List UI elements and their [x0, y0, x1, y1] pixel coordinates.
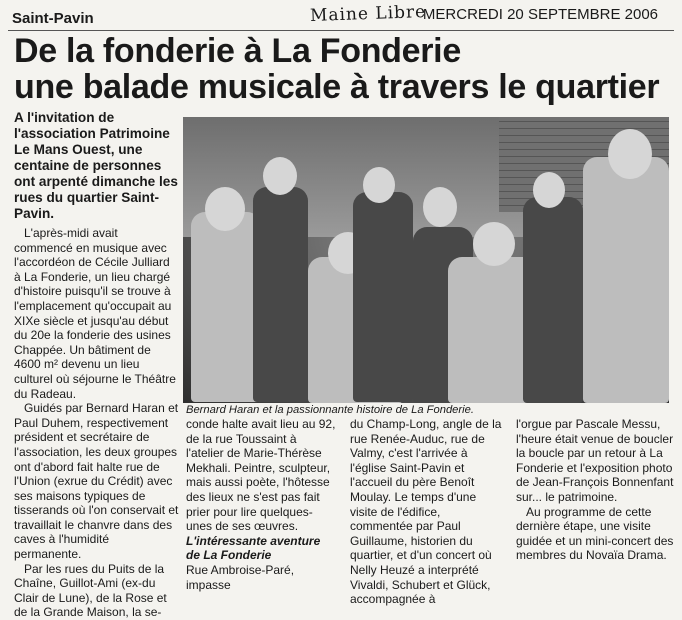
column-1 — [14, 226, 179, 620]
headline — [14, 33, 674, 105]
photo-person — [353, 192, 413, 402]
subheading: L'intéressante aventure de La Fonderie — [186, 533, 321, 563]
section-label: Saint-Pavin — [12, 10, 94, 27]
lead-paragraph: A l'invitation de l'association Patrimoine Le Mans Ouest, une centaine de personnes ont arpenté dimanche les rues du quartier Saint-Pavin. — [14, 110, 178, 221]
paragraph: Rue Ambroise-Paré, impasse — [186, 562, 295, 592]
photo-person — [583, 157, 669, 403]
page-header — [0, 0, 682, 30]
header-divider — [8, 30, 674, 31]
paragraph: l'orgue par Pascale Messu, l'heure était venue de boucler la boucle par un retour à La Fonderie et l'exposition photo de Jean-François Bonnenfant sur... le patrimoine. — [516, 417, 674, 504]
photo-person-head — [608, 129, 652, 179]
paragraph: L'après-midi avait commencé en musique avec l'accordéon de Cécile Julliard à La Fonderie, un lieu chargé d'histoire puisqu'il se trouve à l'emplacement qu'occupait au XIXe siècle et jusqu'au début du 20e la fonderie des usines Chappée. Un bâtiment de 4600 m² devenu un lieu culturel où séjourne le Théâtre du Radeau. — [14, 226, 176, 401]
paragraph: Guidés par Bernard Haran et Paul Duhem, respectivement président et secrétaire de l'association, les deux groupes ont d'abord fait halte rue de l'Union (exrue du Crédit) avec ses maisons typiques de tisserands où l'on conservait et travaillait le chanvre dans des caves à l'humidité permanente. — [14, 401, 179, 562]
headline-line-2: une balade musicale à travers le quartier — [14, 68, 660, 106]
photo-person-head — [533, 172, 565, 208]
paragraph: Au programme de cette dernière étape, une visite guidée et un mini-concert des membres du Novaïa Drama. — [516, 504, 674, 563]
photo-person — [523, 197, 583, 403]
photo-caption: Bernard Haran et la passionnante histoire de La Fonderie. — [186, 404, 474, 416]
photo-person-head — [363, 167, 395, 203]
paragraph: Par les rues du Puits de la Chaîne, Guillot-Ami (ex-du Clair de Lune), de la Rose et de la Grande Maison, la se- — [14, 561, 167, 620]
paragraph: conde halte avait lieu au 92, de la rue Toussaint à l'atelier de Marie-Thérèse Mekhali. Peintre, sculpteur, mais aussi poète, l'hôtesse des lieux ne s'est pas fait prier pour lire quelques-unes de ses œuvres. — [186, 417, 336, 534]
newspaper-masthead: Maine Libre — [309, 1, 427, 27]
photo-person-head — [473, 222, 515, 266]
photo-person — [253, 187, 308, 402]
photo-person-head — [423, 187, 457, 227]
column-3 — [350, 417, 505, 607]
photo-person-head — [205, 187, 245, 231]
article-photo — [183, 117, 669, 403]
column-4 — [516, 417, 674, 563]
publication-date: MERCREDI 20 SEPTEMBRE 2006 — [422, 6, 658, 23]
photo-person — [191, 212, 261, 402]
column-2 — [186, 417, 336, 592]
photo-person-head — [263, 157, 297, 195]
headline-line-1: De la fonderie à La Fonderie — [14, 32, 461, 70]
paragraph: du Champ-Long, angle de la rue Renée-Auduc, rue de Valmy, c'est l'arrivée à l'église Saint-Pavin et l'accueil du père Benoît Moulay. Le temps d'une visite de l'édifice, commentée par Paul Guillaume, historien du quartier, et d'un concert où Nelly Heuzé a interprété Vivaldi, Schubert et Glück, accompagnée à — [350, 417, 502, 607]
